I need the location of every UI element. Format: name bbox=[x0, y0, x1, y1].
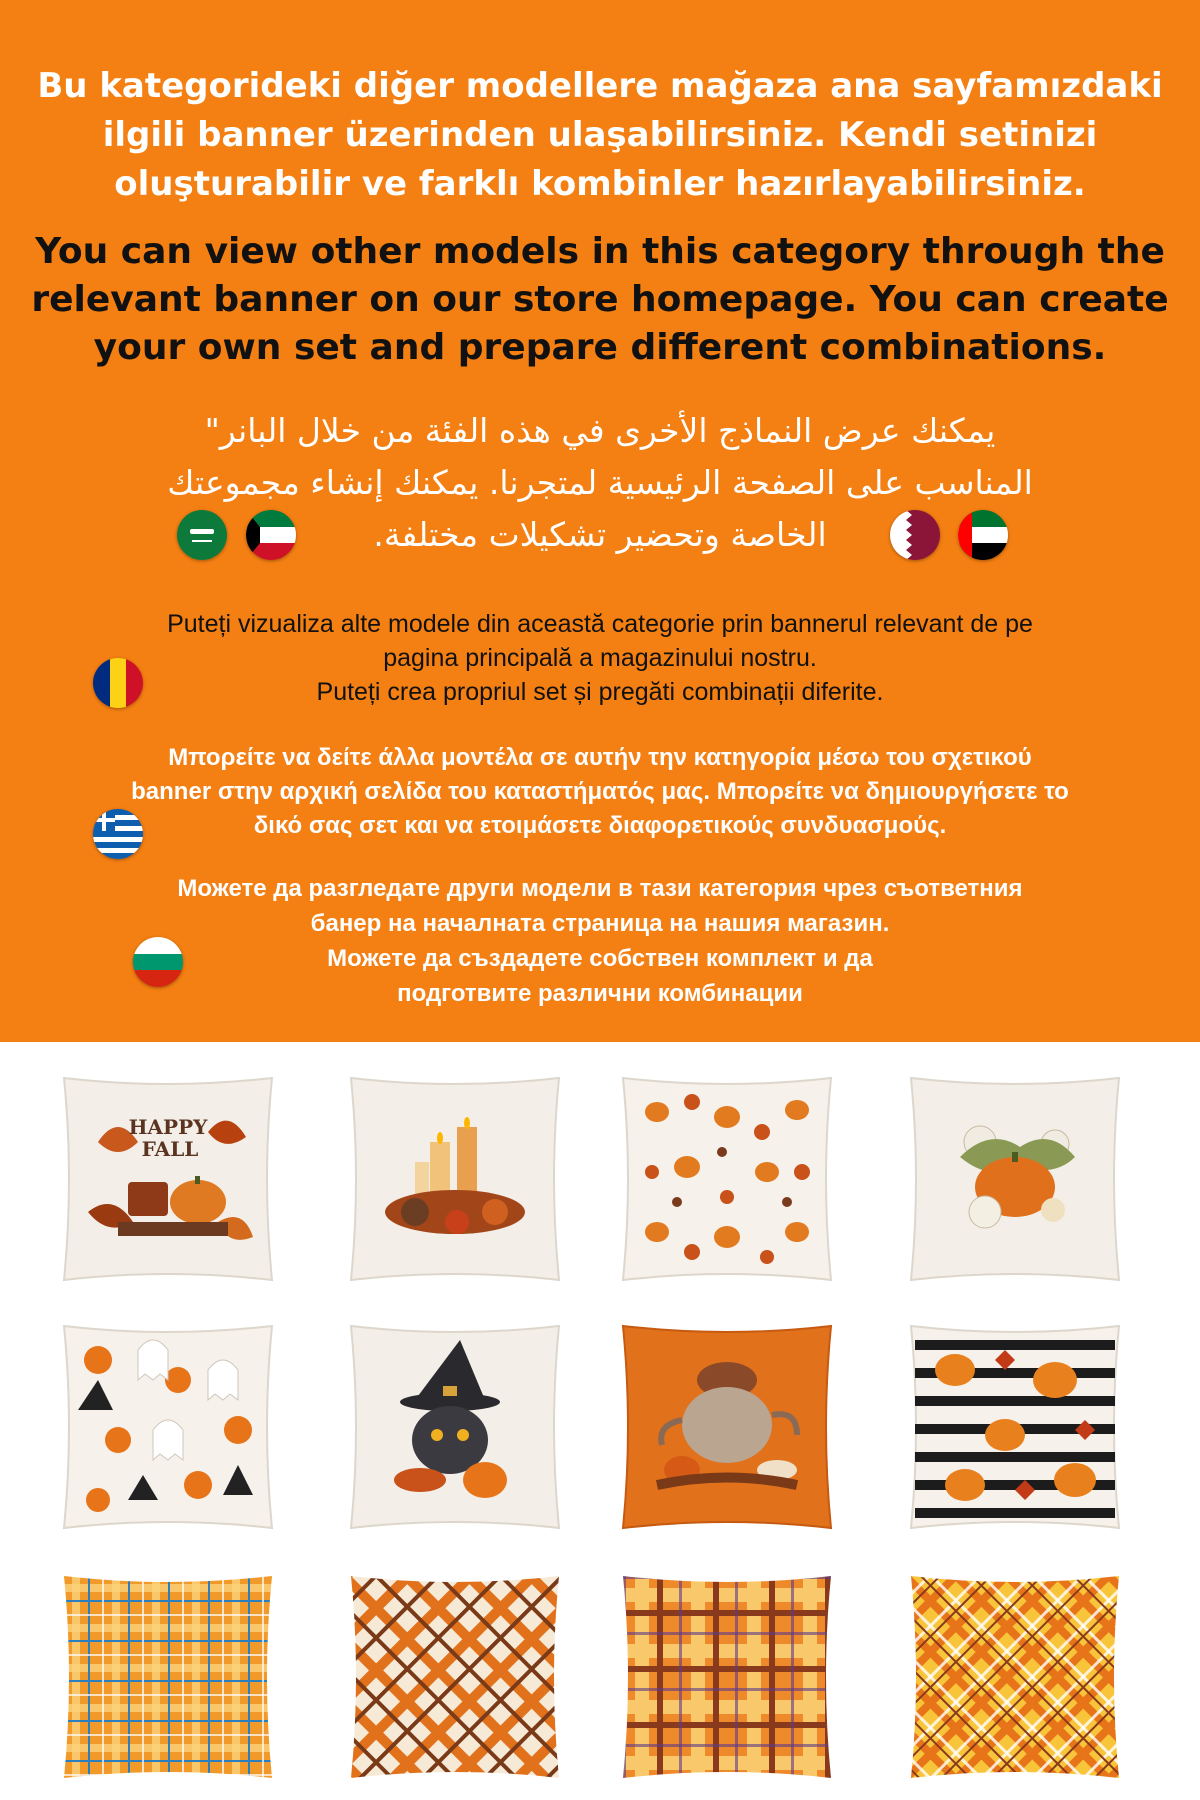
pillow-pumpkin-bouquet[interactable] bbox=[905, 1072, 1125, 1286]
pillow-orange-plaid[interactable] bbox=[58, 1570, 278, 1784]
romania-flag-icon bbox=[93, 658, 143, 708]
bulgarian-line: Можете да разгледате други модели в тази категория чрез съответния bbox=[177, 875, 1023, 902]
uae-flag-icon bbox=[958, 510, 1008, 560]
arabic-line: الخاصة وتحضير تشكيلات مختلفة. bbox=[373, 515, 827, 554]
pillow-diagonal-plaid[interactable] bbox=[345, 1570, 565, 1784]
turkish-line: Bu kategorideki diğer modellere mağaza ana sayfamızdaki bbox=[37, 66, 1163, 106]
english-line: your own set and prepare different combinations. bbox=[93, 327, 1107, 368]
turkish-line: oluşturabilir ve farklı kombinler hazırlayabilirsiniz. bbox=[114, 164, 1086, 204]
arabic-line: يمكنك عرض النماذج الأخرى في هذه الفئة من خلال البانر" bbox=[204, 411, 996, 450]
turkish-text bbox=[0, 62, 1200, 209]
bulgarian-text bbox=[0, 871, 1200, 1011]
pillow-halloween-ghosts[interactable] bbox=[58, 1320, 278, 1534]
pillow-striped-pumpkins[interactable] bbox=[905, 1320, 1125, 1534]
pillow-pumpkin-pattern[interactable] bbox=[617, 1072, 837, 1286]
kuwait-flag-icon bbox=[246, 510, 296, 560]
greece-flag-icon bbox=[93, 809, 143, 859]
bulgarian-line: подготвите различни комбинации bbox=[397, 980, 803, 1007]
greek-text bbox=[0, 741, 1200, 843]
saudi-arabia-flag-icon bbox=[177, 510, 227, 560]
qatar-flag-icon bbox=[890, 510, 940, 560]
romanian-text bbox=[0, 607, 1200, 709]
english-line: relevant banner on our store homepage. You can create bbox=[31, 279, 1169, 320]
happy-fall-art-text: HAPPY bbox=[128, 1115, 208, 1139]
pillow-yellow-diagonal-plaid[interactable] bbox=[905, 1570, 1125, 1784]
greek-line: Μπορείτε να δείτε άλλα μοντέλα σε αυτήν την κατηγορία μέσω του σχετικού bbox=[168, 744, 1032, 771]
bulgaria-flag-icon bbox=[133, 937, 183, 987]
pillow-witch-hat-cat[interactable] bbox=[345, 1320, 565, 1534]
pillow-candles-centerpiece[interactable] bbox=[345, 1072, 565, 1286]
bulgarian-line: Можете да създадете собствен комплект и да bbox=[327, 945, 873, 972]
pillow-autumn-teapot[interactable] bbox=[617, 1320, 837, 1534]
greek-line: banner στην αρχική σελίδα του καταστήματός μας. Μπορείτε να δημιουργήσετε το bbox=[131, 778, 1069, 805]
romanian-line: Puteți vizualiza alte modele din această categorie prin bannerul relevant de pe bbox=[167, 610, 1033, 638]
romanian-line: pagina principală a magazinului nostru. bbox=[383, 644, 817, 672]
bulgarian-line: банер на началната страница на нашия магазин. bbox=[310, 910, 890, 937]
turkish-line: ilgili banner üzerinden ulaşabilirsiniz. Kendi setinizi bbox=[102, 115, 1098, 155]
english-text bbox=[0, 228, 1200, 372]
greek-line: δικό σας σετ και να ετοιμάσετε διαφορετικούς συνδυασμούς. bbox=[253, 812, 947, 839]
happy-fall-art-text-2: FALL bbox=[141, 1137, 199, 1161]
pillow-happy-fall[interactable] bbox=[58, 1072, 278, 1286]
arabic-line: المناسب على الصفحة الرئيسية لمتجرنا. يمكنك إنشاء مجموعتك bbox=[167, 463, 1033, 502]
english-line: You can view other models in this category through the bbox=[35, 231, 1165, 272]
product-grid bbox=[0, 1042, 1200, 1800]
pillow-orange-plaid-2[interactable] bbox=[617, 1570, 837, 1784]
romanian-line: Puteți crea propriul set și pregăti combinații diferite. bbox=[316, 678, 884, 706]
